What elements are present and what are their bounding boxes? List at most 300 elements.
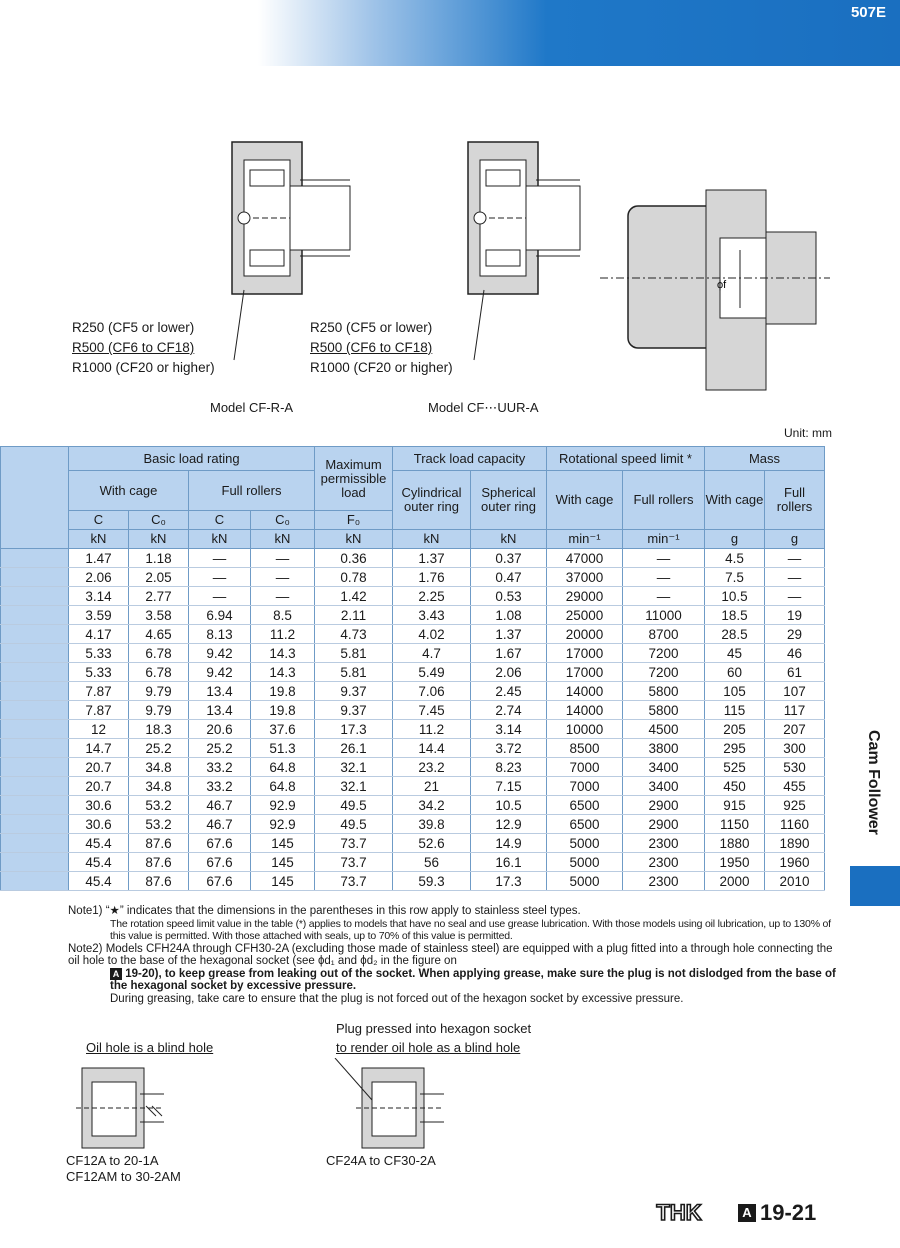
table-cell: 73.7 (315, 834, 393, 853)
unit-cell: kN (189, 530, 251, 549)
table-cell: 3400 (623, 777, 705, 796)
table-cell: 17.3 (471, 872, 547, 891)
row-stub-cell (1, 568, 69, 587)
table-cell: 18.5 (705, 606, 765, 625)
table-cell: 455 (765, 777, 825, 796)
table-cell: 107 (765, 682, 825, 701)
row-stub-cell (1, 758, 69, 777)
phi-f-label: ϕf (717, 279, 727, 291)
table-cell: 67.6 (189, 853, 251, 872)
table-cell: 2300 (623, 834, 705, 853)
header-mass-cage: With cage (705, 471, 765, 530)
table-cell: 11.2 (251, 625, 315, 644)
table-cell: 9.79 (129, 682, 189, 701)
callout-right-line-2: R500 (CF6 to CF18) (310, 340, 433, 355)
table-cell: 14.7 (69, 739, 129, 758)
table-row (1, 549, 825, 568)
table-cell: 8700 (623, 625, 705, 644)
table-cell: 1.42 (315, 587, 393, 606)
note-1b: The rotation speed limit value in the table (*) applies to models that have no seal and use grease lubrication. With those models using oil lubrication, up to 130% of this value is permitted. With those attached with seals, up to 70% of this value is permitted. (110, 917, 831, 942)
header-bar (258, 0, 900, 66)
table-cell: 26.1 (315, 739, 393, 758)
spec-table-body (1, 549, 825, 891)
radius-callout-left (72, 318, 215, 378)
thk-logo-mark (640, 1200, 718, 1224)
table-cell: 10000 (547, 720, 623, 739)
table-cell: 14000 (547, 701, 623, 720)
row-stub-cell (1, 853, 69, 872)
table-cell: 3.14 (69, 587, 129, 606)
table-cell: 9.42 (189, 644, 251, 663)
table-cell: — (251, 568, 315, 587)
table-cell: 67.6 (189, 872, 251, 891)
header-cylindrical: Cylindrical outer ring (393, 471, 471, 530)
table-cell: 4.5 (705, 549, 765, 568)
table-cell: — (189, 549, 251, 568)
row-stub-cell (1, 682, 69, 701)
table-cell: 115 (705, 701, 765, 720)
table-cell: 28.5 (705, 625, 765, 644)
table-cell: — (765, 568, 825, 587)
table-cell: 9.42 (189, 663, 251, 682)
table-cell: 4.73 (315, 625, 393, 644)
table-cell: 10.5 (705, 587, 765, 606)
table-cell: 20.6 (189, 720, 251, 739)
oil-hole-title: Oil hole is a blind hole (86, 1040, 214, 1055)
side-label-cam-follower: Cam Follower (865, 730, 882, 835)
table-cell: 4.17 (69, 625, 129, 644)
header-speed-cage: With cage (547, 471, 623, 530)
table-cell: 7000 (547, 777, 623, 796)
table-row (1, 758, 825, 777)
table-cell: 46.7 (189, 815, 251, 834)
leader-line-left (234, 290, 244, 360)
table-cell: 9.37 (315, 682, 393, 701)
header-speed: Rotational speed limit * (547, 447, 705, 471)
table-cell: 0.36 (315, 549, 393, 568)
unit-cell: min⁻¹ (623, 530, 705, 549)
table-cell: 1960 (765, 853, 825, 872)
row-stub-cell (1, 815, 69, 834)
table-cell: 92.9 (251, 796, 315, 815)
table-cell: 67.6 (189, 834, 251, 853)
row-stub-cell (1, 625, 69, 644)
row-stub-cell (1, 872, 69, 891)
plug-drawing (335, 1058, 444, 1148)
table-cell: 2300 (623, 872, 705, 891)
table-cell: 1.76 (393, 568, 471, 587)
table-cell: 1950 (705, 853, 765, 872)
table-cell: 60 (705, 663, 765, 682)
symbol-c0-full: C₀ (251, 511, 315, 530)
table-cell: 0.37 (471, 549, 547, 568)
table-cell: 4500 (623, 720, 705, 739)
bearing-cf-r-a-drawing (232, 142, 350, 294)
table-cell: 6500 (547, 815, 623, 834)
table-row (1, 872, 825, 891)
table-cell: 0.78 (315, 568, 393, 587)
table-cell: 92.9 (251, 815, 315, 834)
callout-right-line-1: R250 (CF5 or lower) (310, 320, 433, 335)
table-cell: 45 (705, 644, 765, 663)
table-cell: 53.2 (129, 815, 189, 834)
table-cell: 7.87 (69, 682, 129, 701)
table-cell: 1880 (705, 834, 765, 853)
table-cell: 7.06 (393, 682, 471, 701)
table-cell: — (189, 568, 251, 587)
table-cell: 49.5 (315, 796, 393, 815)
table-cell: 12.9 (471, 815, 547, 834)
table-cell: 3400 (623, 758, 705, 777)
table-cell: 45.4 (69, 853, 129, 872)
table-cell: 32.1 (315, 777, 393, 796)
table-cell: 9.79 (129, 701, 189, 720)
header-track-load: Track load capacity (393, 447, 547, 471)
table-cell: — (765, 587, 825, 606)
table-cell: 5800 (623, 682, 705, 701)
table-cell: 13.4 (189, 701, 251, 720)
note-1a: Note1) “★” indicates that the dimensions in the parentheses in this row apply to stainless steel types. (68, 905, 581, 917)
table-cell: 52.6 (393, 834, 471, 853)
table-row (1, 720, 825, 739)
table-cell: 0.53 (471, 587, 547, 606)
table-cell: 25000 (547, 606, 623, 625)
table-cell: 8.5 (251, 606, 315, 625)
table-cell: 59.3 (393, 872, 471, 891)
table-cell: 87.6 (129, 853, 189, 872)
table-cell: 45.4 (69, 834, 129, 853)
table-cell: 46 (765, 644, 825, 663)
callout-left-line-3: R1000 (CF20 or higher) (72, 360, 215, 375)
table-row (1, 834, 825, 853)
table-cell: 7.87 (69, 701, 129, 720)
table-cell: 14000 (547, 682, 623, 701)
table-cell: 1890 (765, 834, 825, 853)
table-cell: 2.25 (393, 587, 471, 606)
table-cell: 14.4 (393, 739, 471, 758)
table-cell: 73.7 (315, 853, 393, 872)
table-cell: 11.2 (393, 720, 471, 739)
table-row (1, 815, 825, 834)
table-cell: 207 (765, 720, 825, 739)
table-cell: 1.37 (471, 625, 547, 644)
table-cell: 49.5 (315, 815, 393, 834)
blind-hole-drawing (76, 1068, 164, 1148)
table-cell: 7.45 (393, 701, 471, 720)
header-spherical: Spherical outer ring (471, 471, 547, 530)
table-cell: 5000 (547, 834, 623, 853)
symbol-f0: F₀ (315, 511, 393, 530)
table-row (1, 663, 825, 682)
notes (68, 905, 838, 1005)
table-cell: — (623, 587, 705, 606)
row-stub-cell (1, 777, 69, 796)
model-caption-left: Model CF-R-A (210, 400, 294, 415)
table-cell: 17.3 (315, 720, 393, 739)
table-cell: 17000 (547, 663, 623, 682)
table-cell: 39.8 (393, 815, 471, 834)
note-2b: 19-20), to keep grease from leaking out of the socket. When applying grease, make sure the plug is not dislodged from the base of the hexagonal socket by excessive pressure. (110, 967, 836, 992)
table-cell: 5800 (623, 701, 705, 720)
table-cell: 1.37 (393, 549, 471, 568)
unit-cell: kN (129, 530, 189, 549)
table-cell: 7000 (547, 758, 623, 777)
table-cell: 1.47 (69, 549, 129, 568)
table-cell: 61 (765, 663, 825, 682)
thk-logo (640, 1200, 718, 1224)
table-cell: 8.23 (471, 758, 547, 777)
table-cell: 30.6 (69, 815, 129, 834)
unit-cell: min⁻¹ (547, 530, 623, 549)
table-cell: — (251, 587, 315, 606)
table-cell: 34.8 (129, 758, 189, 777)
unit-cell: kN (69, 530, 129, 549)
table-cell: 34.8 (129, 777, 189, 796)
table-cell: 3.72 (471, 739, 547, 758)
table-cell: — (251, 549, 315, 568)
table-row (1, 853, 825, 872)
table-cell: 105 (705, 682, 765, 701)
table-cell: 3.14 (471, 720, 547, 739)
table-cell: 925 (765, 796, 825, 815)
table-cell: 34.2 (393, 796, 471, 815)
bearing-cf-uur-a-drawing (468, 142, 580, 294)
table-cell: 0.47 (471, 568, 547, 587)
right-figure-caption: CF24A to CF30-2A (326, 1153, 436, 1168)
table-cell: 145 (251, 872, 315, 891)
table-cell: 2.11 (315, 606, 393, 625)
table-cell: 1.18 (129, 549, 189, 568)
unit-cell: g (765, 530, 825, 549)
table-cell: 3.43 (393, 606, 471, 625)
callout-right-line-3: R1000 (CF20 or higher) (310, 360, 453, 375)
table-cell: 37000 (547, 568, 623, 587)
table-cell: 6500 (547, 796, 623, 815)
table-cell: 23.2 (393, 758, 471, 777)
table-row (1, 701, 825, 720)
row-stub-cell (1, 701, 69, 720)
table-cell: 7200 (623, 644, 705, 663)
table-cell: 4.7 (393, 644, 471, 663)
table-cell: 6.78 (129, 663, 189, 682)
table-cell: 25.2 (129, 739, 189, 758)
table-cell: 117 (765, 701, 825, 720)
table-row (1, 625, 825, 644)
unit-cell: kN (315, 530, 393, 549)
unit-cell: g (705, 530, 765, 549)
symbol-c-full: C (189, 511, 251, 530)
row-stub-cell (1, 663, 69, 682)
table-cell: — (765, 549, 825, 568)
table-cell: 5.81 (315, 663, 393, 682)
table-cell: 45.4 (69, 872, 129, 891)
table-cell: 13.4 (189, 682, 251, 701)
table-cell: 87.6 (129, 834, 189, 853)
note-2c: During greasing, take care to ensure that the plug is not forced out of the hexagon socket by excessive pressure. (110, 992, 684, 1005)
svg-text:THK: THK (656, 1200, 702, 1224)
table-cell: 2900 (623, 815, 705, 834)
note-2a: Note2) Models CFH24A through CFH30-2A (excluding those made of stainless steel) are equipped with a plug fitted into a through hole connecting the oil hole to the base of the hexagonal socket (see ϕd₁ and ϕd₂ in the figure on (68, 942, 833, 967)
table-cell: 2.77 (129, 587, 189, 606)
table-cell: 56 (393, 853, 471, 872)
table-cell: 19.8 (251, 701, 315, 720)
table-cell: 300 (765, 739, 825, 758)
row-stub-cell (1, 549, 69, 568)
table-cell: 8500 (547, 739, 623, 758)
table-cell: 2300 (623, 853, 705, 872)
header-mass: Mass (705, 447, 825, 471)
plug-title-line-1: Plug pressed into hexagon socket (336, 1021, 532, 1036)
table-cell: 1160 (765, 815, 825, 834)
symbol-c0: C₀ (129, 511, 189, 530)
table-cell: 2.06 (69, 568, 129, 587)
table-cell: 5.49 (393, 663, 471, 682)
table-cell: 7.5 (705, 568, 765, 587)
left-figure-caption (66, 1153, 181, 1185)
table-cell: 46.7 (189, 796, 251, 815)
side-tab (850, 866, 900, 906)
table-cell: 12 (69, 720, 129, 739)
plug-title-line-2: to render oil hole as a blind hole (336, 1040, 521, 1055)
table-cell: 450 (705, 777, 765, 796)
row-stub-cell (1, 720, 69, 739)
table-cell: 1.67 (471, 644, 547, 663)
table-cell: 5000 (547, 872, 623, 891)
table-cell: 8.13 (189, 625, 251, 644)
header-basic-load: Basic load rating (69, 447, 315, 471)
page-code: 507E (850, 4, 886, 21)
table-cell: 51.3 (251, 739, 315, 758)
table-cell: 19.8 (251, 682, 315, 701)
table-cell: 1.08 (471, 606, 547, 625)
leader-line-right (474, 290, 484, 360)
header-max-load: Maximum permissible load (315, 447, 393, 511)
table-cell: 19 (765, 606, 825, 625)
table-cell: 4.02 (393, 625, 471, 644)
a-mark-icon: A (738, 1204, 756, 1222)
table-cell: 32.1 (315, 758, 393, 777)
header-full-rollers: Full rollers (189, 471, 315, 511)
table-cell: 2.06 (471, 663, 547, 682)
row-stub-cell (1, 739, 69, 758)
left-caption-line-1: CF12A to 20-1A (66, 1153, 159, 1168)
table-cell: 37.6 (251, 720, 315, 739)
header-mass-full: Full rollers (765, 471, 825, 530)
table-cell: 25.2 (189, 739, 251, 758)
table-cell: 10.5 (471, 796, 547, 815)
table-cell: 53.2 (129, 796, 189, 815)
table-cell: 14.3 (251, 663, 315, 682)
table-row (1, 796, 825, 815)
table-row (1, 777, 825, 796)
table-cell: 6.94 (189, 606, 251, 625)
table-cell: 20000 (547, 625, 623, 644)
table-cell: 64.8 (251, 777, 315, 796)
left-caption-line-2: CF12AM to 30-2AM (66, 1169, 181, 1184)
table-row (1, 587, 825, 606)
mounting-drawing (600, 190, 830, 390)
table-cell: 5.81 (315, 644, 393, 663)
table-cell: 145 (251, 853, 315, 872)
table-cell: 2000 (705, 872, 765, 891)
table-cell: 20.7 (69, 758, 129, 777)
table-cell: 5.33 (69, 663, 129, 682)
table-cell: 14.3 (251, 644, 315, 663)
table-cell: 2.74 (471, 701, 547, 720)
unit-cell: kN (251, 530, 315, 549)
table-cell: 30.6 (69, 796, 129, 815)
table-cell: 17000 (547, 644, 623, 663)
table-cell: 2.45 (471, 682, 547, 701)
table-cell: 145 (251, 834, 315, 853)
row-stub-cell (1, 587, 69, 606)
table-cell: 7.15 (471, 777, 547, 796)
table-cell: 64.8 (251, 758, 315, 777)
table-cell: 14.9 (471, 834, 547, 853)
table-row (1, 568, 825, 587)
a-ref-icon: A (110, 968, 122, 980)
table-cell: 6.78 (129, 644, 189, 663)
table-cell: 16.1 (471, 853, 547, 872)
table-cell: 295 (705, 739, 765, 758)
table-cell: 73.7 (315, 872, 393, 891)
row-stub-cell (1, 644, 69, 663)
top-figures (0, 120, 900, 420)
table-cell: 205 (705, 720, 765, 739)
table-cell: 29000 (547, 587, 623, 606)
table-cell: — (189, 587, 251, 606)
table-cell: — (623, 549, 705, 568)
table-cell: 3800 (623, 739, 705, 758)
table-cell: 530 (765, 758, 825, 777)
table-cell: 20.7 (69, 777, 129, 796)
unit-cell: kN (471, 530, 547, 549)
table-cell: 915 (705, 796, 765, 815)
header-speed-full: Full rollers (623, 471, 705, 530)
table-cell: 21 (393, 777, 471, 796)
row-stub-cell (1, 796, 69, 815)
unit-cell: kN (393, 530, 471, 549)
table-cell: 3.59 (69, 606, 129, 625)
radius-callout-right (310, 318, 453, 378)
table-row (1, 739, 825, 758)
table-cell: 525 (705, 758, 765, 777)
table-cell: 2900 (623, 796, 705, 815)
table-cell: 5000 (547, 853, 623, 872)
callout-left-line-2: R500 (CF6 to CF18) (72, 340, 195, 355)
table-cell: 11000 (623, 606, 705, 625)
table-cell: 2.05 (129, 568, 189, 587)
page-number: 19-21 (760, 1200, 817, 1225)
table-cell: 4.65 (129, 625, 189, 644)
table-cell: 7200 (623, 663, 705, 682)
table-cell: 2010 (765, 872, 825, 891)
spec-table (0, 446, 825, 891)
table-cell: 1150 (705, 815, 765, 834)
row-stub-cell (1, 834, 69, 853)
symbol-c: C (69, 511, 129, 530)
table-cell: 9.37 (315, 701, 393, 720)
unit-label: Unit: mm (784, 426, 832, 440)
table-row (1, 682, 825, 701)
table-cell: 47000 (547, 549, 623, 568)
row-stub-header (1, 447, 69, 549)
model-caption-right: Model CF⋯UUR-A (428, 400, 539, 415)
bottom-drawings (60, 1058, 480, 1154)
row-stub-cell (1, 606, 69, 625)
table-cell: 5.33 (69, 644, 129, 663)
table-cell: 18.3 (129, 720, 189, 739)
